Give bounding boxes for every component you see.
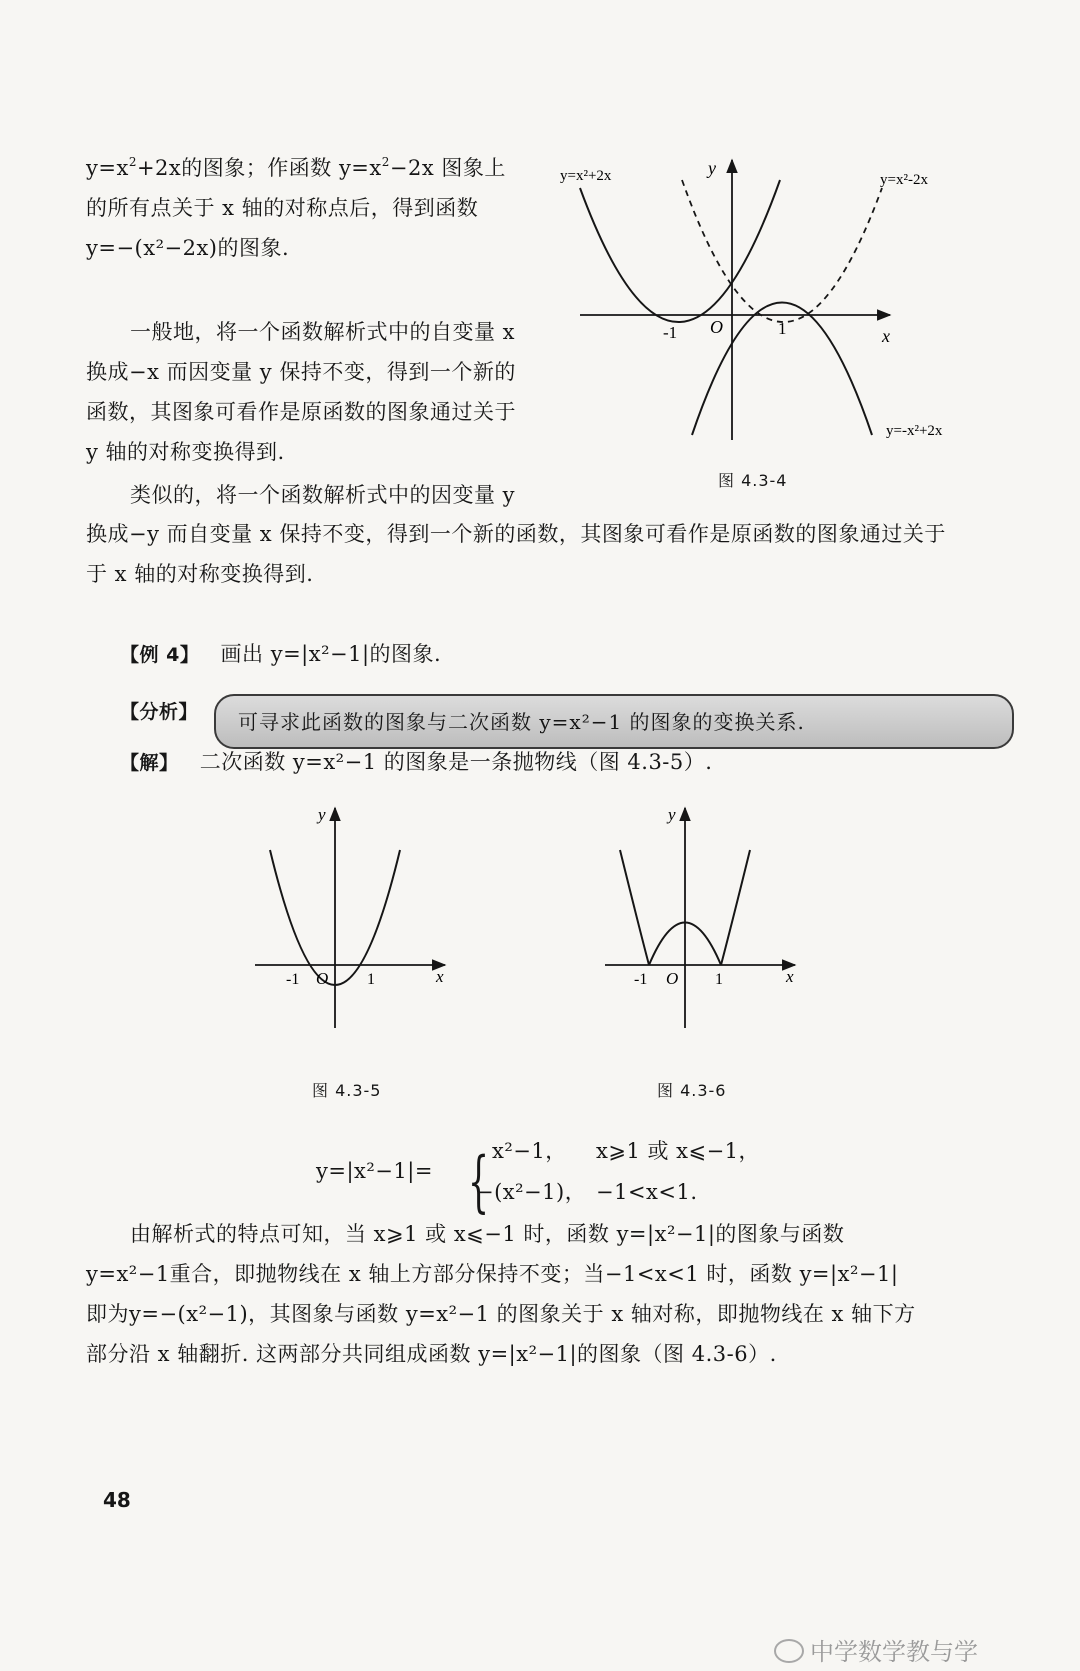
para2-line2: 换成−x 而因变量 y 保持不变，得到一个新的 (86, 360, 516, 384)
caption-4-3-6: 图 4.3-6 (657, 1081, 727, 1100)
page-number: 48 (103, 1488, 131, 1512)
solution-text: 二次函数 y=x²−1 的图象是一条抛物线（图 4.3-5）. (199, 750, 713, 774)
piecewise-brace: { (468, 1143, 489, 1220)
watermark (774, 1632, 978, 1667)
piecewise-case2-expr: −(x²−1)， (476, 1180, 587, 1204)
analysis-tag: 【分析】 (120, 701, 199, 723)
piecewise-lhs: y=|x²−1|= (316, 1159, 433, 1183)
watermark-text: 中学数学教与学 (810, 1638, 978, 1666)
y-label: y (708, 158, 716, 178)
para4-line3: 即为y=−(x²−1)，其图象与函数 y=x²−1 的图象关于 x 轴对称，即抛物线在 x 轴下方 (86, 1302, 916, 1326)
curve-label-3: y=-x²+2x (886, 423, 943, 439)
y-label: y (668, 805, 676, 824)
origin-label: O (710, 317, 723, 337)
right-branch (721, 850, 750, 965)
tick-1: 1 (367, 971, 375, 988)
curve-label-2: y=x²-2x (880, 172, 928, 188)
para3-line1: 类似的，将一个函数解析式中的因变量 y (130, 483, 516, 507)
y-label: y (318, 805, 326, 824)
para3-line2: 换成−y 而自变量 x 保持不变，得到一个新的函数，其图象可看作是原函数的图象通过关于 (86, 522, 946, 546)
example-text: 画出 y=|x²−1|的图象. (220, 642, 442, 666)
tick-1: 1 (715, 971, 723, 988)
tick-neg1: -1 (634, 971, 648, 988)
wechat-icon (774, 1639, 804, 1663)
para1-line1-part-a: y=x (86, 156, 129, 180)
para2-line3: 函数，其图象可看作是原函数的图象通过关于 (86, 400, 516, 424)
para2-line4: y 轴的对称变换得到. (86, 440, 285, 464)
para1-line1-part-c: y=x (338, 156, 382, 180)
solution-line (120, 748, 712, 777)
origin-label: O (316, 969, 329, 988)
figure-4-3-4 (560, 150, 980, 500)
analysis-text: 可寻求此函数的图象与二次函数 y=x²−1 的图象的变换关系. (238, 710, 805, 734)
origin-label: O (666, 969, 679, 988)
x-label: x (882, 326, 890, 346)
para1-line1: $y=x^2+2x$的图象；作函数 $y=x^2-2x$ 图象上 (86, 155, 506, 180)
solution-tag: 【解】 (120, 752, 179, 774)
para1-line1-part-d: −2x 图象上 (389, 156, 506, 180)
figure-4-3-6 (590, 800, 810, 1040)
tick-1: 1 (778, 319, 787, 338)
caption-4-3-5: 图 4.3-5 (312, 1081, 382, 1100)
figure-4-3-5 (240, 800, 460, 1040)
tick-neg1: -1 (663, 323, 678, 342)
piecewise-case2-cond: −1<x<1. (596, 1180, 698, 1204)
curve-x2-plus-2x (580, 180, 780, 322)
example-tag: 【例 4】 (120, 644, 200, 666)
example-line (120, 640, 441, 669)
para1-line3: y=−(x²−2x)的图象. (86, 236, 290, 260)
para1-line1-part-b: +2x的图象；作函数 (136, 156, 339, 180)
curve-x2-minus-2x (682, 180, 882, 322)
tick-neg1: -1 (286, 971, 300, 988)
curve-label-1: y=x²+2x (560, 168, 612, 184)
para2-line1: 一般地，将一个函数解析式中的自变量 x (130, 320, 516, 344)
para4-line4: 部分沿 x 轴翻折. 这两部分共同组成函数 y=|x²−1|的图象（图 4.3-6）. (86, 1342, 777, 1366)
caption-4-3-4: 图 4.3-4 (718, 471, 788, 490)
para1-line2: 的所有点关于 x 轴的对称点后，得到函数 (86, 196, 479, 220)
para4-line1: 由解析式的特点可知，当 x⩾1 或 x⩽−1 时，函数 y=|x²−1|的图象与函数 (130, 1222, 845, 1246)
piecewise-case1-expr: x²−1， (492, 1139, 567, 1163)
piecewise-case1-cond: x⩾1 或 x⩽−1， (596, 1139, 761, 1163)
para4-line2: y=x²−1重合，即抛物线在 x 轴上方部分保持不变；当−1<x<1 时，函数 y=|x²−1| (86, 1262, 899, 1286)
left-branch (620, 850, 649, 965)
para3-line3: 于 x 轴的对称变换得到. (86, 562, 314, 586)
x-label: x (436, 967, 444, 986)
x-label: x (786, 967, 794, 986)
